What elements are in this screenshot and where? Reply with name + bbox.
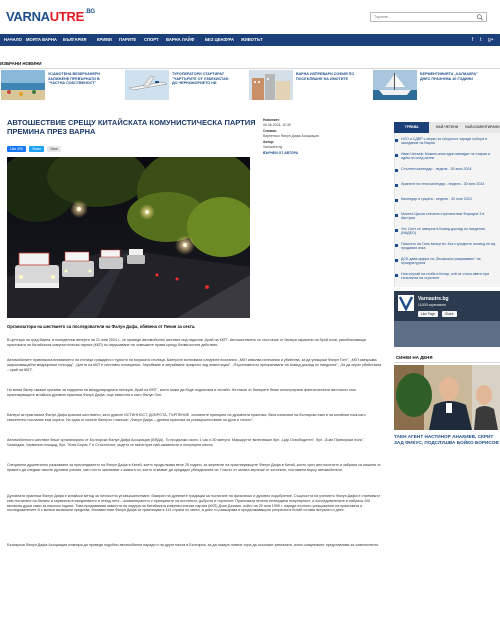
sidebar-news-item[interactable]: Иван Чехъев: Можем ония един минадат не старая я идем по след силни [401, 152, 490, 161]
bullet-icon [395, 139, 398, 142]
bullet-icon [395, 184, 398, 187]
tab-most-commented[interactable]: НАЙ-КОМЕНТИРАНИ [465, 122, 500, 133]
article-paragraph: Специални душевтално разказване за преследването на Фалун Дафа в Китай, което продължава вече 25 години, за жертвите на практикуващите Фалун Дафа в Китай, които чрез жестокостите и забрани са пишени от правото да следват своите духовни учения, като често запланват с живота си, които отказват да предадат убежденията си. Гласът от залата звучеше от колоните, поставени върху автомобилите. [7, 463, 381, 472]
sidebar-news-item[interactable]: Хранене по гени календар - неделя - 30 юни 2024 [401, 182, 485, 186]
header [0, 0, 500, 32]
google-plus-icon[interactable]: g+ [488, 37, 494, 43]
article-paragraph: Духовната практика Фалун Дафа е китайски метод за личностно усъвършенстване, базиран на древните традиции за постигане на физическо и духовно подобрение. Същността на учението Фалун Дафа е стремежът към постигане на баланс и хармония в ежедневието и отвъд него – асимилирането с принципите на истинност, доброта и търпение. Практиката печели нележдана популярност, а последователите в набраха 100 милиона души само за няколко години. Това предизвиква завистта на лидера на Китайската комунистическа партия (ККП) Дзян Дзъмин, който на 20 юли 1999 г. нареди пълното унищожение на практиката и последователите й с всички възможни средства. Ненавистния Фалун Дафа се практикува в 114 страни по света, а днес то разширява и продължаващите репресии в Китай остава актуален и днес. [7, 494, 381, 513]
facebook-followers: 16,555 харесвания [418, 303, 446, 307]
nav-item-life[interactable]: ЖИВОТЪТ [241, 37, 263, 42]
tab-most-read[interactable]: НАЙ-ЧЕТЕНИ [429, 122, 464, 133]
sidebar-news-list [394, 133, 500, 287]
facebook-share-button[interactable]: Share [442, 311, 457, 317]
tab-latest[interactable]: ТРЯБВА [394, 122, 429, 133]
sidebar-news-item[interactable]: Стълнен календар - неделя - 30 юни 2024 [401, 167, 472, 171]
bullet-icon [395, 229, 398, 232]
search-box [370, 12, 487, 22]
nav-item-money[interactable]: ПАРИТЕ [119, 37, 137, 42]
sidebar-news-item[interactable]: Календар в гущата - неделя - 30 юни 2024 [401, 197, 472, 201]
ticker-image-ship[interactable] [373, 70, 417, 100]
sidebar-news-item[interactable]: НСО и СДВР с мерки за сигурност заради събора в заседание на Варна [401, 137, 488, 146]
facebook-page-name[interactable]: Varnautre.bg [418, 296, 449, 302]
opinion-divider [394, 362, 500, 363]
meta-author-name: Varnautre.bg [263, 145, 283, 150]
ticker-heading: ИЗБРАНИ НОВИНИ [0, 61, 42, 66]
article-title: АВТОШЕСТВИЕ СРЕЩУ КИТАЙСКАТА КОМУНИСТИЧЕСКА ПАРТИЯ ПРЕМИНА ПРЕЗ ВАРНА [7, 118, 256, 137]
sidebar-news-item[interactable]: Монета Цасов спечели стрелата във Формула 3 в Австрия [401, 212, 485, 221]
article-meta [263, 118, 383, 156]
ticker-title[interactable]: УСАМОТЕНА ВЕЗЕРКАНЕРН ЗАЛИЖЕНЕ ПРЕВЪРНАТИ В "ЧАСТНА СОБСТВЕНОСТ" [48, 72, 101, 86]
logo-text-varna: VARNA [6, 9, 50, 24]
facebook-page-widget[interactable] [394, 291, 500, 347]
bullet-icon [395, 154, 398, 157]
bullet-icon [395, 199, 398, 202]
article-paragraph: Автомобилното шествие беше организирано от Българска Фалун Дафа Асоциация (БФДА). То продължи около 1 час и 30 минути. Маршрутът включваше бул. „Цар Освободител", бул. „8-ми Приморски полк", Чаталджа, Червения площад, бул. "Княз Борис I" и Стъклотосп, където се мина през най-оживените и популярни места. [7, 438, 365, 447]
article-paragraph: Банери за практиката Фалун Дафа красяха шествието, като думите ИСТИННОСТ, ДОБРОТА, ТЪРПЕНИЕ, основните принципи на духовната практика, бяха изписани на български език и на китайски език като свисетелно послание към хората. На една от колите балерът гласеше: „Фалун Дафа – древна практика за усъвършенстване на духа и тялото". [7, 413, 366, 422]
bullet-icon [395, 244, 398, 247]
bullet-icon [395, 259, 398, 262]
meta-label-source: Снимка: [263, 128, 277, 133]
search-input[interactable] [371, 13, 471, 21]
sidebar-news-item[interactable]: Пакостьт на Галъ вкочутно: Къто средните полиьд не му продавал ичка [401, 242, 496, 251]
author-link[interactable]: ВЪРНЕИ ОТ АВТОРА [263, 150, 299, 155]
article-paragraph: В центъра на град Варна, в понеделник вечерта на 21 юни 2024 г., се проведе автомобилно шествие под надслов „Край на ККП". Автошествието се състоеше от банери окрасени на брой коли, разобличаващи практиката на Китайската комунистическа партия (ККП) за нарушаване на човешките права срещу безмилостни действия. [7, 338, 366, 347]
sidebar-news-item[interactable]: ДСБ дава цифра на „Възможно разумаване" на прокуратурата [401, 257, 481, 266]
nav-item-crime[interactable]: КРИМИ [97, 37, 112, 42]
ticker-title[interactable]: БЕРМЕНТИНИЯТА „КАЛИАКРА" ДНЕС ПРАЗНУВА 40 ГОДИНИ [420, 72, 478, 81]
ticker-divider [0, 68, 500, 69]
article-paragraph: На всеки банер имаше призиви за подкрепа на международната петиция „Край на ККП", която може да бъде подписана и онлайн. На някои от банерите беше илюстрирана фантастичната жестокост към практикуващите китайска духовна практика Фалун Дафа, още известна и като Фалун Гонг. [7, 388, 356, 397]
bullet-icon [395, 274, 398, 277]
sidebar-tabs [394, 122, 500, 133]
nav-item-sport[interactable]: СПОРТ [144, 37, 159, 42]
sidebar-news-item[interactable]: Нов случай на стиба в Китар, кой се стиса ивент при тичаланти на стрелите [401, 272, 490, 281]
nav-item-my-varna[interactable]: МОЯТА ВАРНА [26, 37, 57, 42]
opinion-title[interactable]: ТАЕН АГЕНТ НАСТИНОР АНАКИЕВ, СКРИТ ЗАД ФИКУС, ПОДСЛУШВА БОЙКО БОРИСОВ [394, 434, 499, 445]
meta-source: Варненско Фалун Дафа Асоциация [263, 134, 319, 139]
main-navigation [0, 34, 500, 46]
ticker-image-plane[interactable] [125, 70, 169, 100]
meta-label-published: Новините [263, 118, 280, 122]
nav-item-uncensored[interactable]: БЕЗ ЦЕНЗУРА [205, 37, 234, 42]
twitter-icon[interactable]: t [480, 37, 482, 43]
article-paragraph: Българска Фалун Дафа Асоциация планира да проведа подобни автомобилни паради и на други места в България, за да накара повече хора да осъзнаят заплахата, която комунизмът представлява за човечеството. [7, 543, 380, 547]
logo-text-suffix: .BG [84, 9, 95, 15]
photo-caption: Организатори на шествието са последователи на Фалун Дафа, обявена от Пекин за секта. [7, 324, 196, 329]
ticker-image-beach[interactable] [1, 70, 45, 100]
share-bar [7, 146, 61, 152]
facebook-icon[interactable]: f [472, 37, 474, 43]
meta-date: 06-06-2024, 10:30 [263, 123, 291, 128]
facebook-like-page-button[interactable]: Like Page [418, 311, 438, 317]
article-paragraph: Автомобилите привлякоха вниманието на стотици граждани и туристи на морската столица. Банерите включваха следните послания: „ККП изволва изтезания и убийства, за да унищожи Фалун Гонг", „ККП извършва широкомащабни медицински геноцид", „Целта на ККП е системно похищение. Заробване и затрийване прикрито зад инвестиции", „Пърпложеното прекратяване на Комид доклад по наедения", „За да спрат убийствата – край на ККП". [7, 358, 382, 372]
facebook-like-button[interactable]: Like 20K [7, 146, 26, 152]
bullet-icon [395, 169, 398, 172]
opinion-heading: СИНКИ НА ДЕНЯ [396, 355, 433, 360]
share-button[interactable]: Share [29, 146, 44, 152]
article-photo [7, 157, 250, 318]
logo-text-utre: UTRE [49, 9, 84, 24]
search-icon[interactable] [476, 14, 484, 21]
opinion-image[interactable] [394, 365, 500, 430]
nav-item-bulgaria[interactable]: БЪЛГАРИЯ [63, 37, 87, 42]
bullet-icon [395, 214, 398, 217]
meta-label-author: Автор: [263, 139, 275, 144]
site-logo[interactable] [6, 9, 95, 25]
nav-item-home[interactable]: НАЧАЛО [4, 37, 22, 42]
ticker-image-buildings[interactable] [249, 70, 293, 100]
ticker-title[interactable]: ВАРНА ИЗПРЕВАРИ СОФИЯ ПО ПОСКЪПВАНЕ НА ИМОТИТЕ [296, 72, 355, 81]
ticker-title[interactable]: ТУРОПЕРАТОРИ СТАРТИРАТ "ЧАРТЪРИТЕ ОТ УЗБЕКИСТАН ДО ЧЕРНОМОРИЕТО НИ [172, 72, 229, 86]
nav-item-varna-life[interactable]: ВАРНА ЛАЙФ [166, 37, 195, 42]
sidebar-news-item[interactable]: Уес Сонт се завърна в Комед доклад по наедения (ВИДЕО) [401, 227, 485, 236]
save-button[interactable]: Save [47, 146, 61, 152]
